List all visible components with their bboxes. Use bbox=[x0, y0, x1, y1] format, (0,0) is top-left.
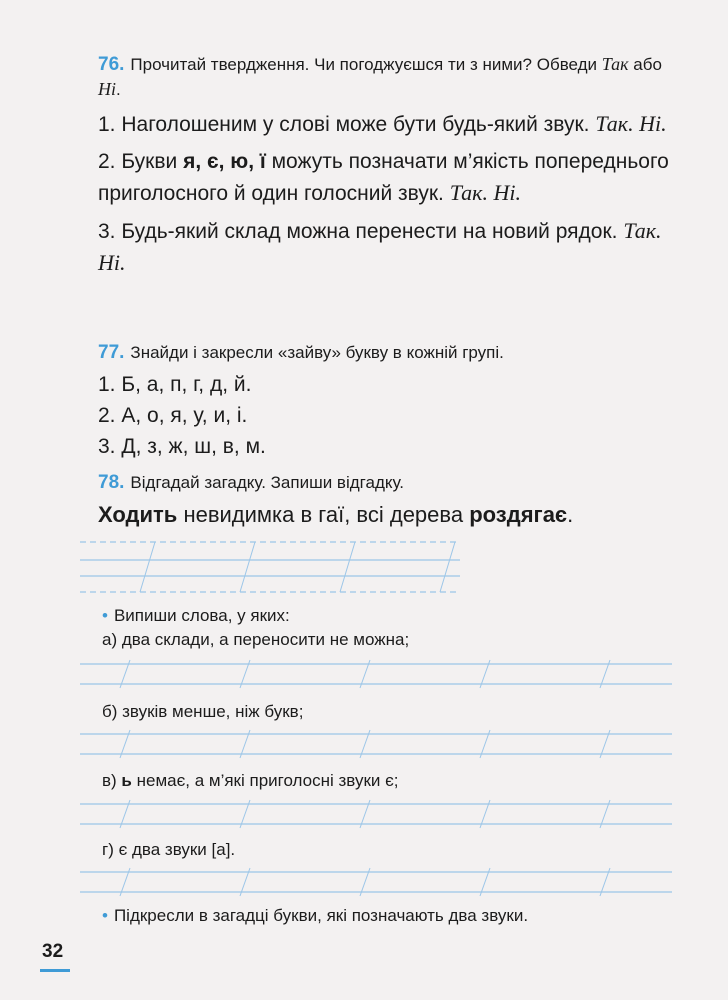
statement-1-answer[interactable]: Так. Ні. bbox=[595, 111, 667, 136]
statement-3-answer[interactable]: Так. Ні. bbox=[98, 218, 662, 275]
riddle-text: Ходить невидимка в гаї, всі дерева роздягає. bbox=[98, 502, 574, 527]
task-final: • Підкресли в загадці букви, які позначають два звуки. bbox=[102, 906, 529, 925]
task-a-lines[interactable] bbox=[80, 658, 672, 702]
writing-lines-icon bbox=[80, 798, 672, 834]
exercise-77-instruction: 77. Знайди і закресли «зайву» букву в кожній групі. bbox=[98, 342, 504, 363]
exercise-78-instruction: 78. Відгадай загадку. Запиши відгадку. bbox=[98, 472, 405, 493]
statement-2: 2. Букви я, є, ю, ї можуть позначати м’якість попереднього приголосного й один голосний звук. Так. Ні. bbox=[98, 150, 669, 205]
exercise-78 bbox=[98, 470, 680, 530]
exercise-77-number: 77. bbox=[98, 342, 125, 363]
statement-1: 1. Наголошеним у слові може бути будь-який звук. Так. Ні. bbox=[98, 111, 667, 136]
writing-lines-icon bbox=[80, 658, 672, 694]
tasks-header: • Випиши слова, у яких: а) два склади, а переносити не можна; bbox=[102, 604, 680, 652]
task-v: в) ь немає, а м’які приголосні звуки є; bbox=[102, 771, 399, 790]
bullet-icon: • bbox=[102, 906, 108, 925]
statement-3: 3. Будь-який склад можна перенести на новий рядок. Так. Ні. bbox=[98, 218, 662, 275]
task-g: г) є два звуки [а]. bbox=[102, 840, 236, 859]
letter-group-2[interactable]: 2. А, о, я, у, и, і. bbox=[98, 404, 248, 427]
task-v-lines[interactable] bbox=[80, 798, 672, 842]
writing-lines-icon bbox=[80, 728, 672, 764]
riddle-answer-lines[interactable] bbox=[80, 534, 460, 578]
writing-lines-icon bbox=[80, 534, 460, 596]
exercise-77 bbox=[98, 340, 680, 462]
task-b-lines[interactable] bbox=[80, 728, 672, 772]
exercise-76-instruction: 76. Прочитай твердження. Чи погоджуєшся ти з ними? Обведи Так або Ні. bbox=[98, 54, 662, 99]
bullet-icon: • bbox=[102, 606, 108, 625]
page-number-bar bbox=[40, 969, 70, 972]
statement-2-answer[interactable]: Так. Ні. bbox=[449, 180, 521, 205]
task-b: б) звуків менше, ніж букв; bbox=[102, 702, 304, 721]
task-a: а) два склади, а переносити не можна; bbox=[102, 630, 410, 649]
letter-group-3[interactable]: 3. Д, з, ж, ш, в, м. bbox=[98, 435, 266, 458]
writing-lines-icon bbox=[80, 866, 672, 902]
exercise-76-number: 76. bbox=[98, 54, 125, 75]
exercise-78-number: 78. bbox=[98, 472, 125, 493]
page-number: 32 bbox=[42, 941, 64, 962]
letter-group-1[interactable]: 1. Б, а, п, г, д, й. bbox=[98, 373, 252, 396]
exercise-76 bbox=[98, 52, 680, 279]
